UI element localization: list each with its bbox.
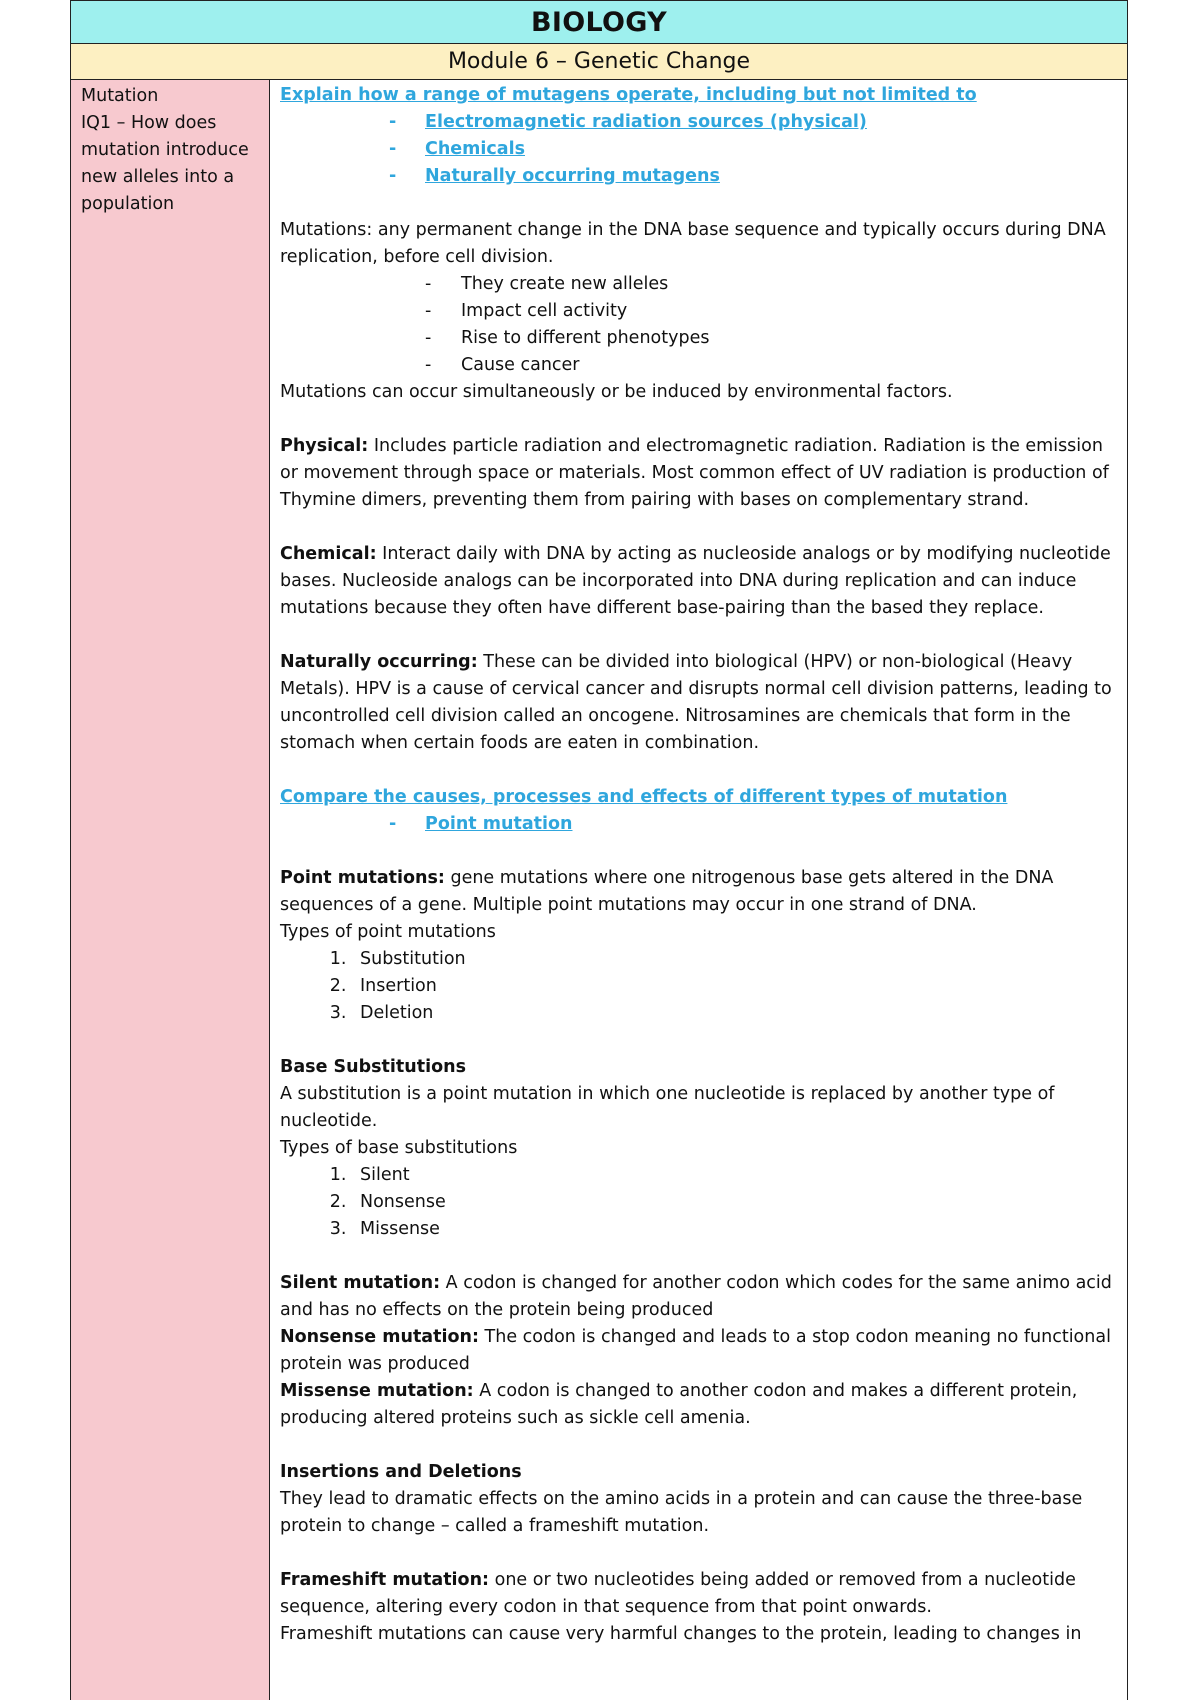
physical-label: Physical: <box>280 436 369 456</box>
point-types-intro: Types of point mutations <box>280 922 496 942</box>
base-sub-types-list <box>280 1162 1117 1243</box>
syllabus-heading-mutagens[interactable]: Explain how a range of mutagens operate, including but not limited to <box>280 85 977 105</box>
list-item: - Cause cancer <box>280 352 1117 379</box>
table-body <box>70 80 1128 1700</box>
list-item: - They create new alleles <box>280 271 1117 298</box>
indel-text: They lead to dramatic effects on the amino acids in a protein and can cause the three-base protein to change – called a frameshift mutation. <box>280 1489 1083 1536</box>
list-item: 2. Nonsense <box>352 1189 1117 1216</box>
mutation-type-links <box>280 811 1117 838</box>
base-sub-intro: Types of base substitutions <box>280 1138 518 1158</box>
content-column <box>270 80 1127 1700</box>
silent-paragraph: Silent mutation: A codon is changed for another codon which codes for the same animo acid and has no effects on the protein being produced <box>280 1273 1112 1320</box>
frameshift-more: Frameshift mutations can cause very harmful changes to the protein, leading to changes in <box>280 1624 1082 1644</box>
topic-line: new alleles into a <box>81 167 235 187</box>
list-item: 3. Deletion <box>352 1000 1117 1027</box>
list-item[interactable]: - Point mutation <box>280 811 1117 838</box>
missense-paragraph: Missense mutation: A codon is changed to another codon and makes a different protein, producing altered proteins such as sickle cell amenia. <box>280 1381 1078 1428</box>
base-sub-definition: A substitution is a point mutation in which one nucleotide is replaced by another type of nucleotide. <box>280 1084 1055 1131</box>
syllabus-heading-mutation-types[interactable]: Compare the causes, processes and effects of different types of mutation <box>280 787 1008 807</box>
list-item[interactable]: - Electromagnetic radiation sources (physical) <box>280 109 1117 136</box>
chemical-label: Chemical: <box>280 544 377 564</box>
point-types-list <box>280 946 1117 1027</box>
list-item: 3. Missense <box>352 1216 1117 1243</box>
mutagen-links <box>280 109 1117 190</box>
mutations-occur-text: Mutations can occur simultaneously or be induced by environmental factors. <box>280 382 953 402</box>
point-label: Point mutations: <box>280 868 445 888</box>
list-item: 1. Silent <box>352 1162 1117 1189</box>
topic-column <box>71 80 270 1700</box>
base-sub-heading: Base Substitutions <box>280 1057 466 1077</box>
mutations-definition: Mutations: any permanent change in the DNA base sequence and typically occurs during DNA replication, before cell division. <box>280 220 1106 267</box>
natural-paragraph: Naturally occurring: These can be divided into biological (HPV) or non-biological (Heavy Metals). HPV is a cause of cervical cancer and disrupts normal cell division patterns, leading to uncontrolled cell division called an oncogene. Nitrosamines are chemicals that form in the stomach when certain foods are eaten in combination. <box>280 652 1112 753</box>
module-title: Module 6 – Genetic Change <box>70 44 1128 80</box>
nonsense-paragraph: Nonsense mutation: The codon is changed and leads to a stop codon meaning no functional protein was produced <box>280 1327 1111 1374</box>
topic-line: Mutation <box>81 86 159 106</box>
subject-title: BIOLOGY <box>70 0 1128 44</box>
topic-line: IQ1 – How does <box>81 113 217 133</box>
list-item: - Impact cell activity <box>280 298 1117 325</box>
natural-label: Naturally occurring: <box>280 652 478 672</box>
indel-heading: Insertions and Deletions <box>280 1462 522 1482</box>
list-item: - Rise to different phenotypes <box>280 325 1117 352</box>
notes-table <box>70 0 1128 1696</box>
list-item[interactable]: - Chemicals <box>280 136 1117 163</box>
topic-line: population <box>81 194 175 214</box>
chemical-paragraph: Chemical: Interact daily with DNA by acting as nucleoside analogs or by modifying nucleotide bases. Nucleoside analogs can be incorporated into DNA during replication and can induce mutations because they often have different base-pairing than the based they replace. <box>280 544 1111 618</box>
list-item[interactable]: - Naturally occurring mutagens <box>280 163 1117 190</box>
list-item: 2. Insertion <box>352 973 1117 1000</box>
physical-paragraph: Physical: Includes particle radiation and electromagnetic radiation. Radiation is the emission or movement through space or materials. Most common effect of UV radiation is production of Thymine dimers, preventing them from pairing with bases on complementary strand. <box>280 436 1109 510</box>
point-mutation-paragraph: Point mutations: gene mutations where one nitrogenous base gets altered in the DNA sequences of a gene. Multiple point mutations may occur in one strand of DNA. <box>280 868 1054 915</box>
topic-line: mutation introduce <box>81 140 249 160</box>
mutation-effects-list <box>280 271 1117 379</box>
frameshift-paragraph: Frameshift mutation: one or two nucleotides being added or removed from a nucleotide sequence, altering every codon in that sequence from that point onwards. <box>280 1570 1076 1617</box>
list-item: 1. Substitution <box>352 946 1117 973</box>
